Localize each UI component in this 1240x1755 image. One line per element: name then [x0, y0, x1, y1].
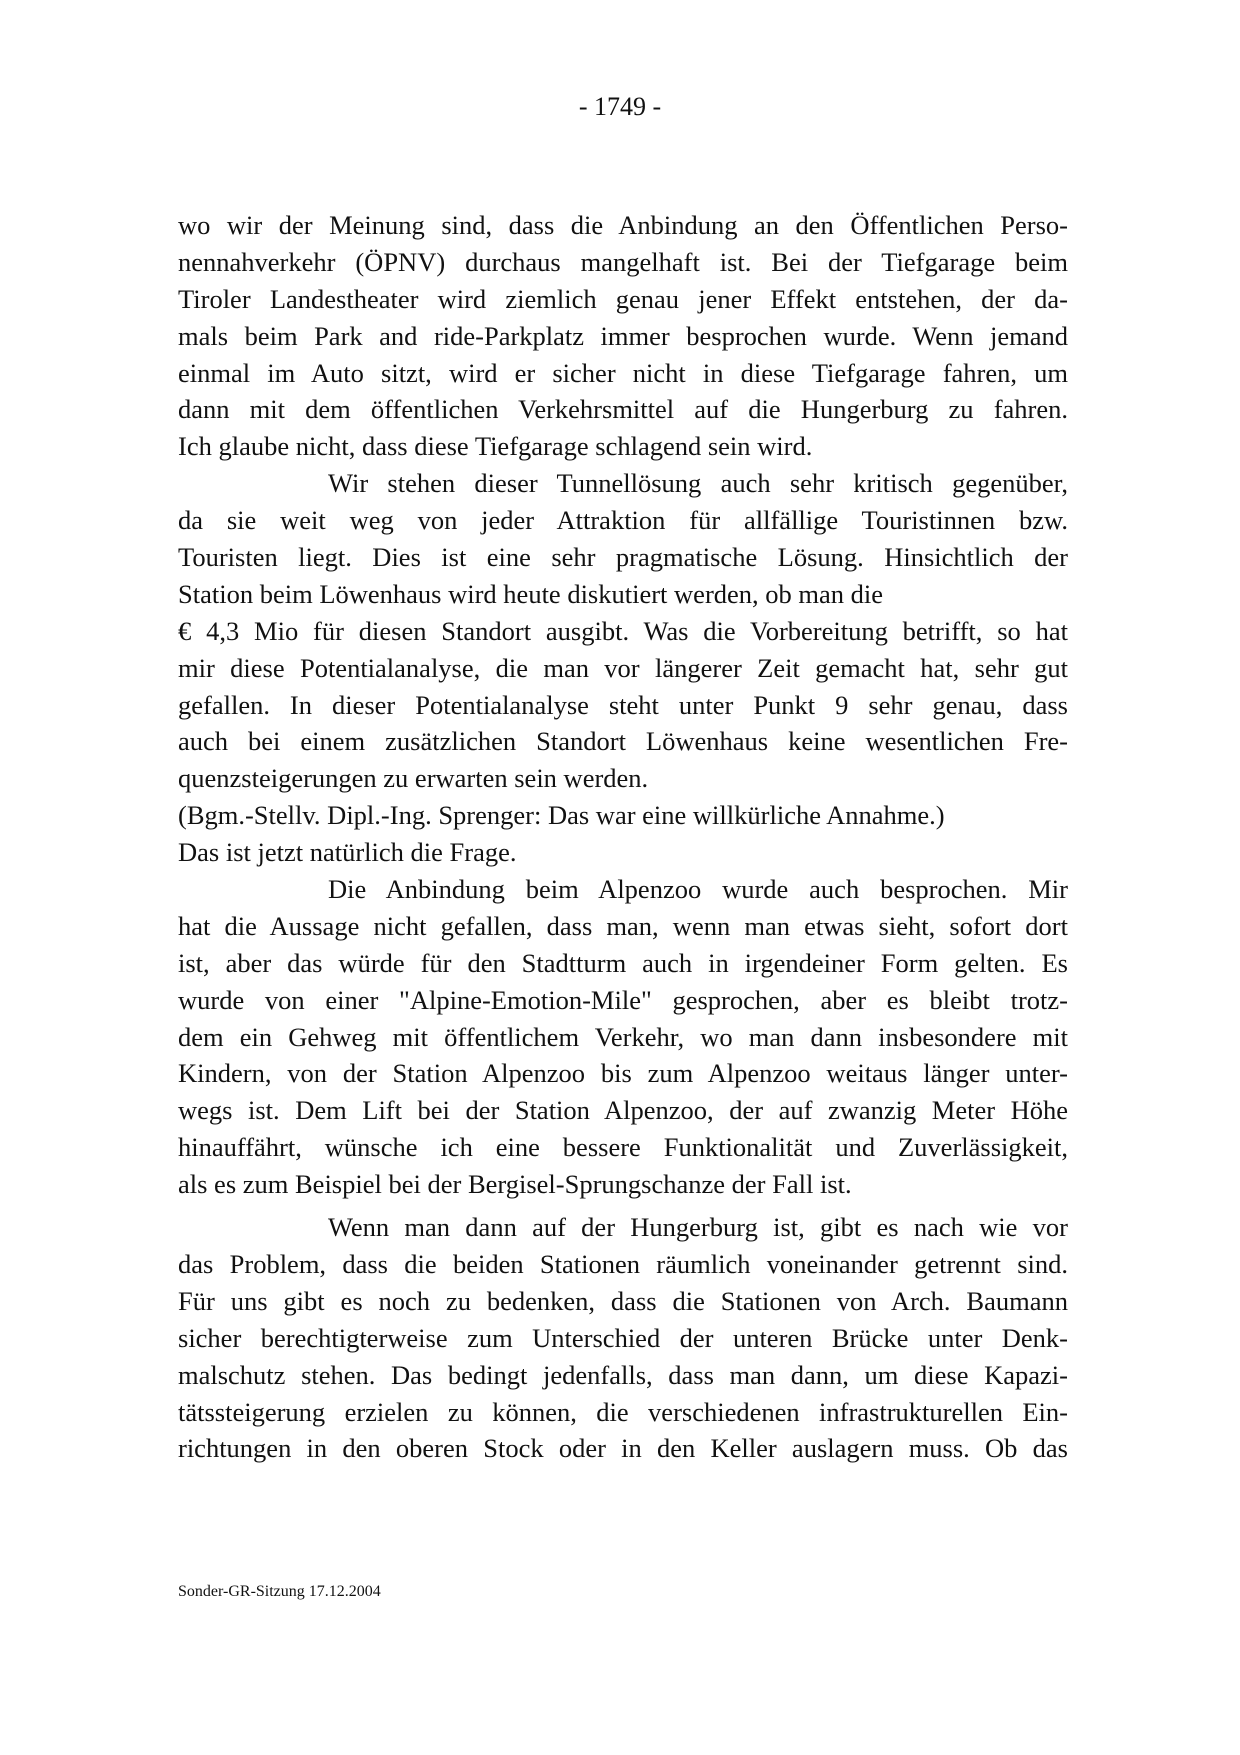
text-line: dann mit dem öffentlichen Verkehrsmittel auf die Hungerburg zu fahren. — [178, 394, 1068, 425]
text-line: ist, aber das würde für den Stadtturm auch in irgendeiner Form gelten. Es — [178, 947, 1068, 978]
text-line: Das ist jetzt natürlich die Frage. — [178, 837, 517, 868]
text-line: Für uns gibt es noch zu bedenken, dass die Stationen von Arch. Baumann — [178, 1285, 1068, 1316]
paragraph — [178, 465, 1068, 613]
footer-session-label: Sonder-GR-Sitzung 17.12.2004 — [178, 1583, 381, 1600]
text-line: einmal im Auto sitzt, wird er sicher nicht in diese Tiefgarage fahren, um — [178, 357, 1068, 388]
page-number: - 1749 - — [578, 92, 662, 121]
text-line: Station beim Löwenhaus wird heute diskutiert werden, ob man die — [178, 578, 884, 609]
text-line: Ich glaube nicht, dass diese Tiefgarage schlagend sein wird. — [178, 431, 813, 462]
text-line: quenzsteigerungen zu erwarten sein werden. — [178, 763, 649, 794]
text-line: mals beim Park and ride-Parkplatz immer besprochen wurde. Wenn jemand — [178, 320, 1068, 351]
paragraph — [178, 1209, 1068, 1467]
text-line: richtungen in den oberen Stock oder in den Keller auslagern muss. Ob das — [178, 1433, 1068, 1464]
interjection — [178, 797, 1068, 834]
text-line: das Problem, dass die beiden Stationen räumlich voneinander getrennt sind. — [178, 1248, 1068, 1279]
paragraph — [178, 613, 1068, 797]
text-line: mir diese Potentialanalyse, die man vor längerer Zeit gemacht hat, sehr gut — [178, 652, 1068, 683]
text-line: Wenn man dann auf der Hungerburg ist, gibt es nach wie vor — [328, 1212, 1068, 1243]
text-line: wo wir der Meinung sind, dass die Anbindung an den Öffentlichen Perso- — [178, 210, 1068, 240]
document-body — [178, 207, 1068, 1467]
paragraph — [178, 834, 1068, 871]
text-line: wurde von einer "Alpine-Emotion-Mile" gesprochen, aber es bleibt trotz- — [178, 984, 1068, 1015]
text-line: gefallen. In dieser Potentialanalyse steht unter Punkt 9 sehr genau, dass — [178, 689, 1068, 720]
text-line: Wir stehen dieser Tunnellösung auch sehr kritisch gegenüber, — [328, 468, 1068, 499]
text-line: als es zum Beispiel bei der Bergisel-Sprungschanze der Fall ist. — [178, 1169, 852, 1200]
text-line: Kindern, von der Station Alpenzoo bis zum Alpenzoo weitaus länger unter- — [178, 1058, 1068, 1089]
text-line: hat die Aussage nicht gefallen, dass man, wenn man etwas sieht, sofort dort — [178, 910, 1068, 941]
text-line: auch bei einem zusätzlichen Standort Löwenhaus keine wesentlichen Fre- — [178, 726, 1068, 757]
text-line: dem ein Gehweg mit öffentlichem Verkehr, wo man dann insbesondere mit — [178, 1021, 1068, 1052]
paragraph — [178, 207, 1068, 465]
text-line: tätssteigerung erzielen zu können, die verschiedenen infrastrukturellen Ein- — [178, 1396, 1068, 1427]
text-line: Tiroler Landestheater wird ziemlich genau jener Effekt entstehen, der da- — [178, 283, 1068, 314]
text-line: wegs ist. Dem Lift bei der Station Alpenzoo, der auf zwanzig Meter Höhe — [178, 1095, 1068, 1126]
text-line: da sie weit weg von jeder Attraktion für allfällige Touristinnen bzw. — [178, 505, 1068, 536]
text-line: sicher berechtigterweise zum Unterschied der unteren Brücke unter Denk- — [178, 1322, 1068, 1353]
text-line: (Bgm.-Stellv. Dipl.-Ing. Sprenger: Das war eine willkürliche Annahme.) — [178, 800, 945, 831]
paragraph — [178, 871, 1068, 1203]
text-line: hinauffährt, wünsche ich eine bessere Funktionalität und Zuverlässigkeit, — [178, 1132, 1068, 1163]
text-line: nennahverkehr (ÖPNV) durchaus mangelhaft ist. Bei der Tiefgarage beim — [178, 246, 1068, 277]
text-line: Die Anbindung beim Alpenzoo wurde auch besprochen. Mir — [328, 874, 1068, 905]
text-line: Touristen liegt. Dies ist eine sehr pragmatische Lösung. Hinsichtlich der — [178, 542, 1068, 573]
text-line: € 4,3 Mio für diesen Standort ausgibt. Was die Vorbereitung betrifft, so hat — [178, 615, 1068, 646]
text-line: malschutz stehen. Das bedingt jedenfalls, dass man dann, um diese Kapazi- — [178, 1359, 1068, 1390]
